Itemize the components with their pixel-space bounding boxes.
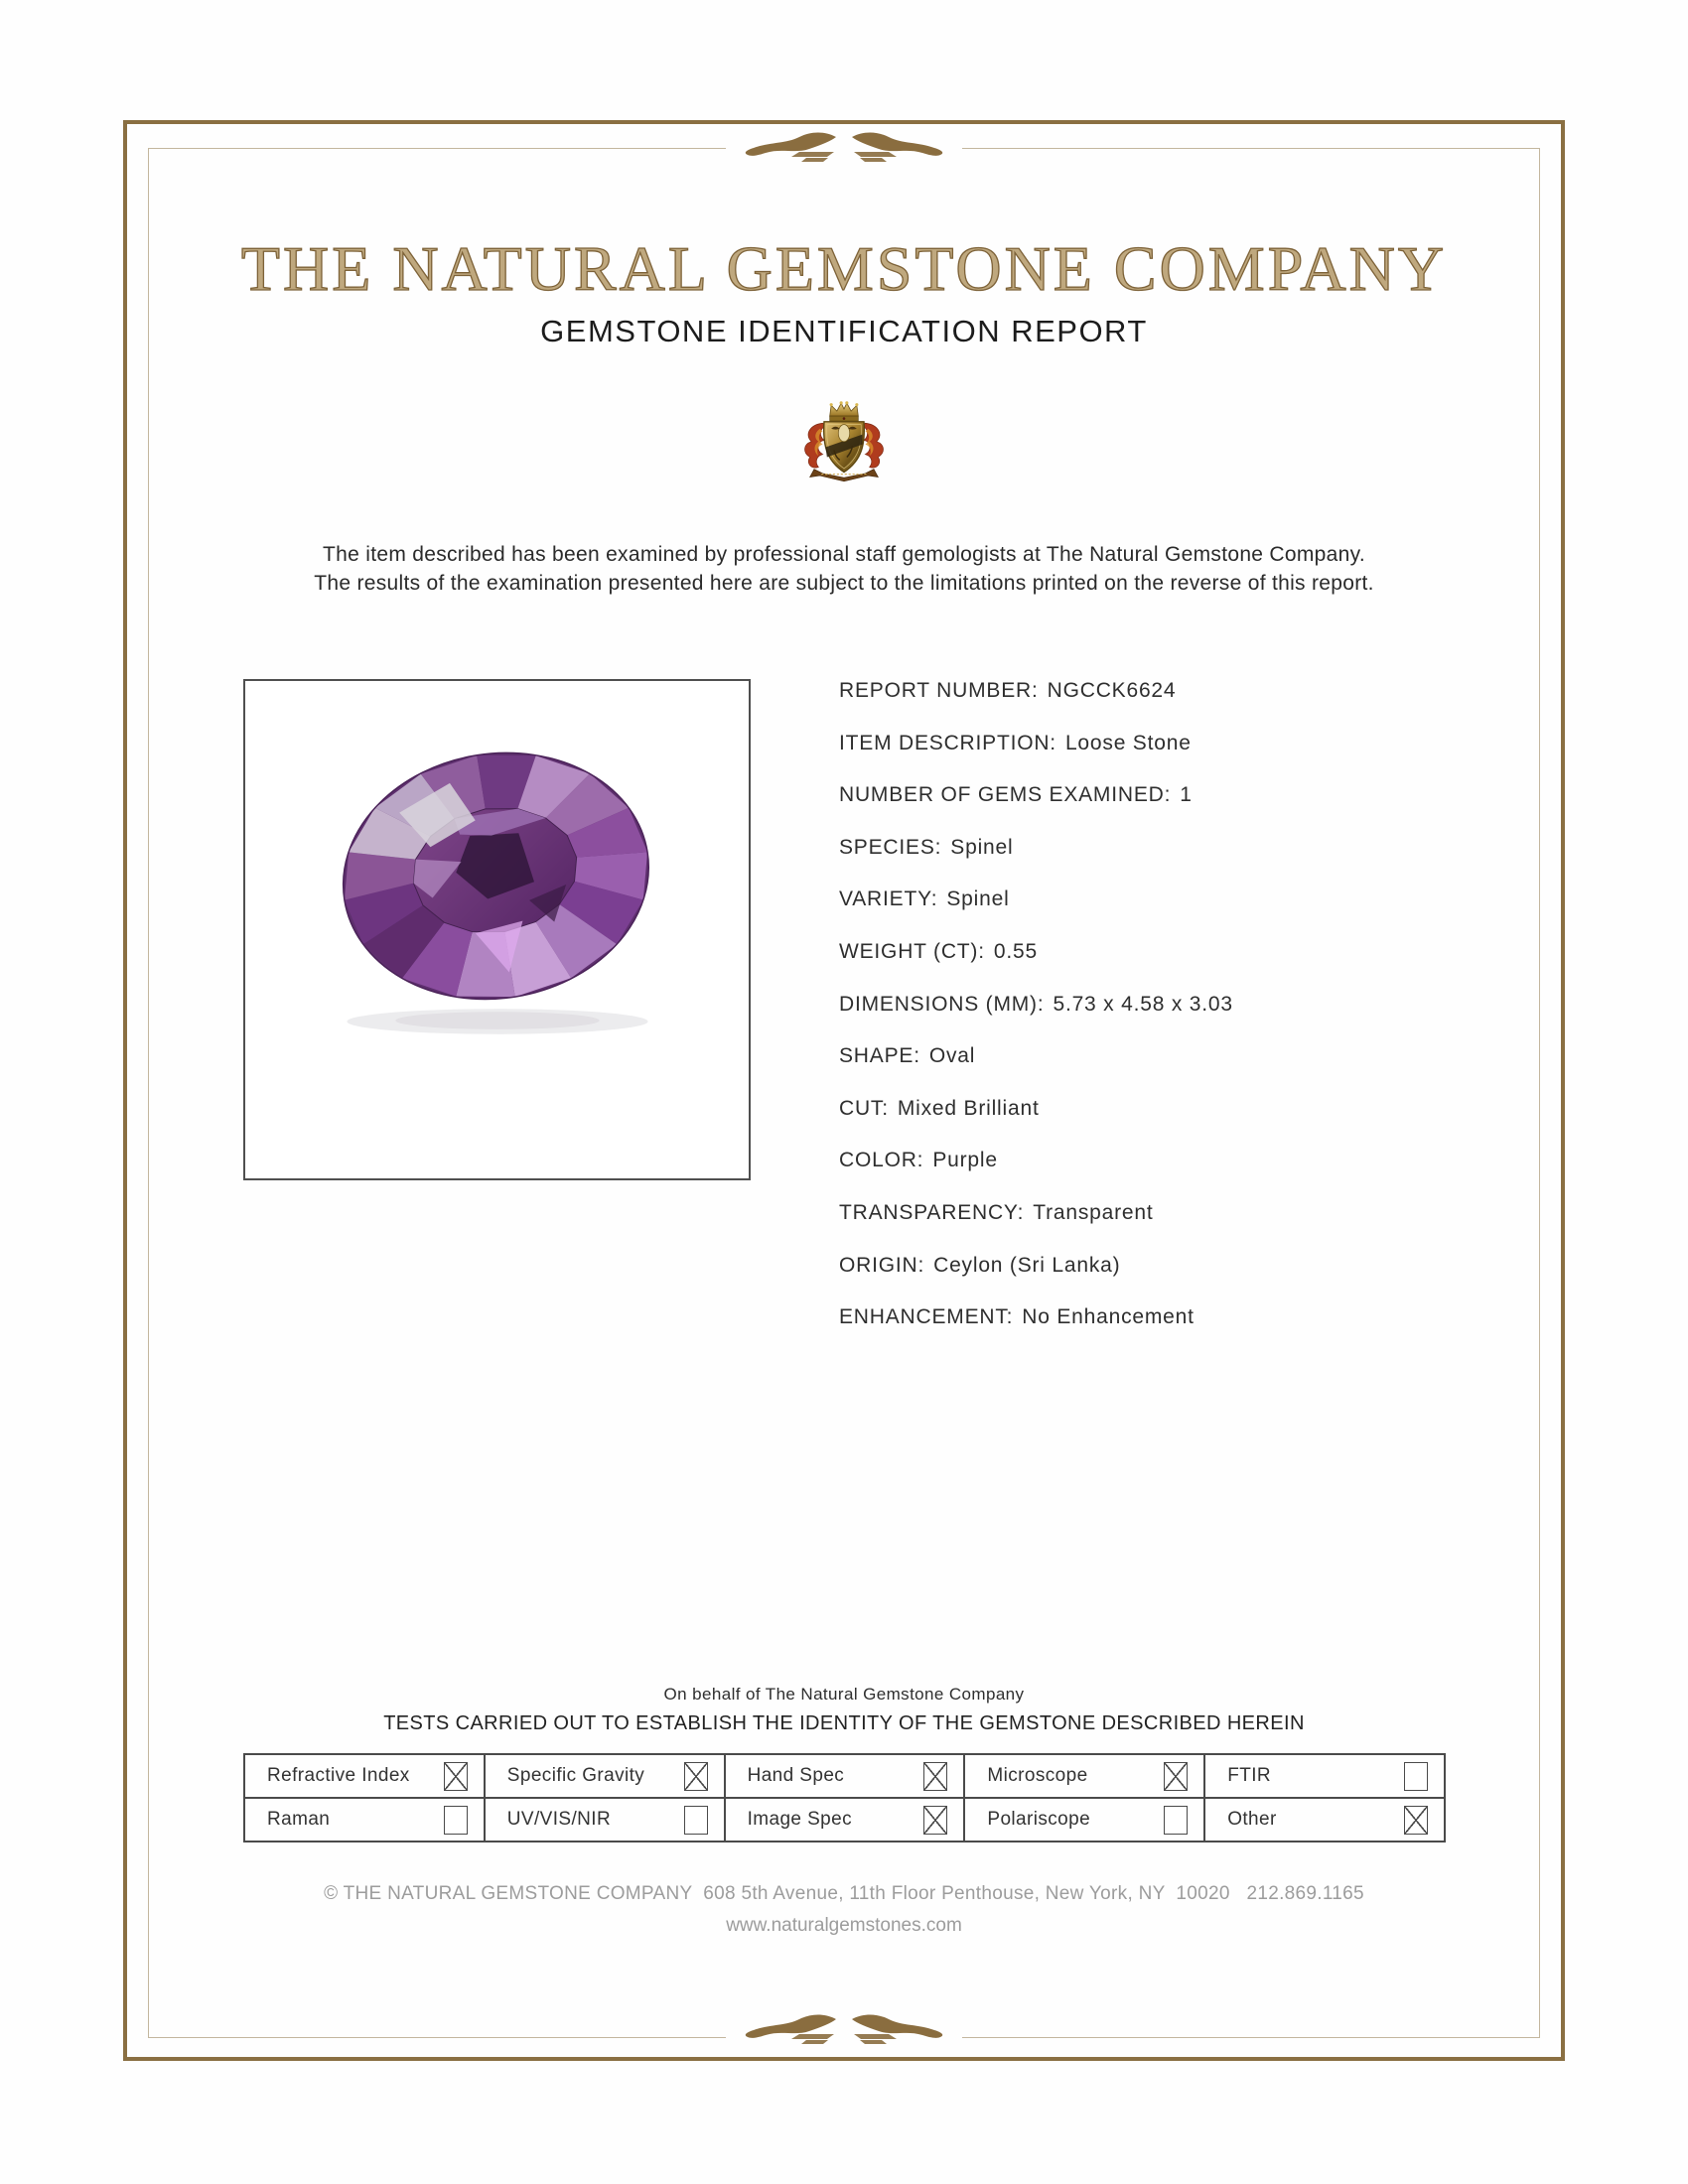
test-checkbox: [444, 1806, 468, 1835]
report-detail-item: [839, 836, 1233, 888]
detail-label: SHAPE:: [839, 1044, 920, 1068]
report-type-title: GEMSTONE IDENTIFICATION REPORT: [540, 314, 1148, 348]
statement-line-2: The results of the examination presented here are subject to the limitations printed on the reverse of this report.: [314, 572, 1374, 595]
swirl-icon: [740, 2011, 948, 2047]
detail-label: COLOR:: [839, 1149, 924, 1172]
crest-icon: [794, 399, 894, 490]
purple-spinel-gem-image: [323, 737, 672, 1044]
test-cell: [726, 1799, 964, 1841]
detail-label: DIMENSIONS (MM):: [839, 992, 1045, 1016]
detail-label: ITEM DESCRIPTION:: [839, 731, 1056, 754]
report-detail-item: [839, 1097, 1233, 1150]
detail-label: TRANSPARENCY:: [839, 1200, 1025, 1224]
test-cell: [486, 1755, 724, 1797]
test-checkbox: [444, 1762, 468, 1791]
report-detail-item: [839, 887, 1233, 940]
test-label: Refractive Index: [267, 1765, 410, 1786]
test-label: Specific Gravity: [506, 1765, 645, 1786]
detail-label: VARIETY:: [839, 887, 938, 911]
detail-label: REPORT NUMBER:: [839, 679, 1039, 702]
test-checkbox: [1404, 1762, 1428, 1791]
test-checkbox: [1164, 1806, 1188, 1835]
test-label: Other: [1227, 1809, 1277, 1830]
test-label: Polariscope: [987, 1809, 1091, 1830]
test-cell: [1205, 1799, 1444, 1841]
test-cell: [965, 1799, 1203, 1841]
report-detail-item: [839, 732, 1233, 784]
report-detail-item: [839, 1201, 1233, 1254]
detail-value: Spinel: [950, 835, 1014, 859]
gemstone-photo: [243, 679, 751, 1180]
report-detail-item: [839, 783, 1233, 836]
tests-table: [243, 1753, 1446, 1843]
company-crest-logo: [794, 399, 894, 490]
detail-label: ORIGIN:: [839, 1253, 925, 1277]
detail-label: SPECIES:: [839, 835, 942, 859]
test-cell: [245, 1755, 484, 1797]
test-label: FTIR: [1227, 1765, 1271, 1786]
company-website: www.naturalgemstones.com: [726, 1915, 962, 1936]
test-checkbox: [684, 1806, 708, 1835]
swirl-icon: [740, 129, 948, 165]
test-label: Hand Spec: [747, 1765, 845, 1786]
test-label: Raman: [267, 1809, 331, 1830]
report-detail-item: [839, 1044, 1233, 1097]
test-label: Microscope: [987, 1765, 1088, 1786]
company-address: © THE NATURAL GEMSTONE COMPANY 608 5th Avenue, 11th Floor Penthouse, New York, NY 10020 212.869.1165: [324, 1883, 1364, 1904]
detail-value: Transparent: [1033, 1200, 1154, 1224]
test-cell: [486, 1799, 724, 1841]
detail-value: Purple: [932, 1149, 998, 1172]
report-detail-item: [839, 993, 1233, 1045]
tests-heading: TESTS CARRIED OUT TO ESTABLISH THE IDENTITY OF THE GEMSTONE DESCRIBED HEREIN: [383, 1712, 1305, 1734]
test-checkbox: [923, 1806, 947, 1835]
detail-value: NGCCK6624: [1047, 679, 1177, 702]
test-cell: [965, 1755, 1203, 1797]
test-label: UV/VIS/NIR: [506, 1809, 612, 1830]
test-checkbox: [1404, 1806, 1428, 1835]
test-cell: [726, 1755, 964, 1797]
report-detail-item: [839, 940, 1233, 993]
test-cell: [1205, 1755, 1444, 1797]
test-label: Image Spec: [747, 1809, 852, 1830]
report-detail-item: [839, 1305, 1233, 1358]
report-detail-item: [839, 1149, 1233, 1201]
detail-value: 1: [1180, 783, 1193, 807]
detail-label: NUMBER OF GEMS EXAMINED:: [839, 783, 1172, 807]
detail-label: WEIGHT (CT):: [839, 939, 985, 963]
detail-value: Oval: [928, 1044, 976, 1068]
detail-value: 5.73 x 4.58 x 3.03: [1053, 992, 1233, 1016]
report-details-list: [839, 679, 1233, 1358]
test-checkbox: [1164, 1762, 1188, 1791]
examination-statement: [0, 540, 1688, 598]
report-detail-item: [839, 679, 1233, 732]
test-cell: [245, 1799, 484, 1841]
company-title: THE NATURAL GEMSTONE COMPANY: [240, 233, 1448, 304]
detail-value: Spinel: [946, 887, 1010, 911]
flourish-ornament-top: [726, 129, 962, 165]
statement-line-1: The item described has been examined by professional staff gemologists at The Natural Gemstone Company.: [323, 543, 1365, 566]
detail-label: ENHANCEMENT:: [839, 1305, 1014, 1329]
detail-value: 0.55: [993, 939, 1038, 963]
on-behalf-text: On behalf of The Natural Gemstone Company: [663, 1685, 1025, 1704]
test-checkbox: [923, 1762, 947, 1791]
detail-value: No Enhancement: [1022, 1305, 1195, 1329]
flourish-ornament-bottom: [726, 2011, 962, 2047]
test-checkbox: [684, 1762, 708, 1791]
detail-value: Ceylon (Sri Lanka): [933, 1253, 1121, 1277]
report-detail-item: [839, 1254, 1233, 1306]
detail-value: Mixed Brilliant: [897, 1096, 1040, 1120]
detail-value: Loose Stone: [1064, 731, 1192, 754]
detail-label: CUT:: [839, 1096, 889, 1120]
